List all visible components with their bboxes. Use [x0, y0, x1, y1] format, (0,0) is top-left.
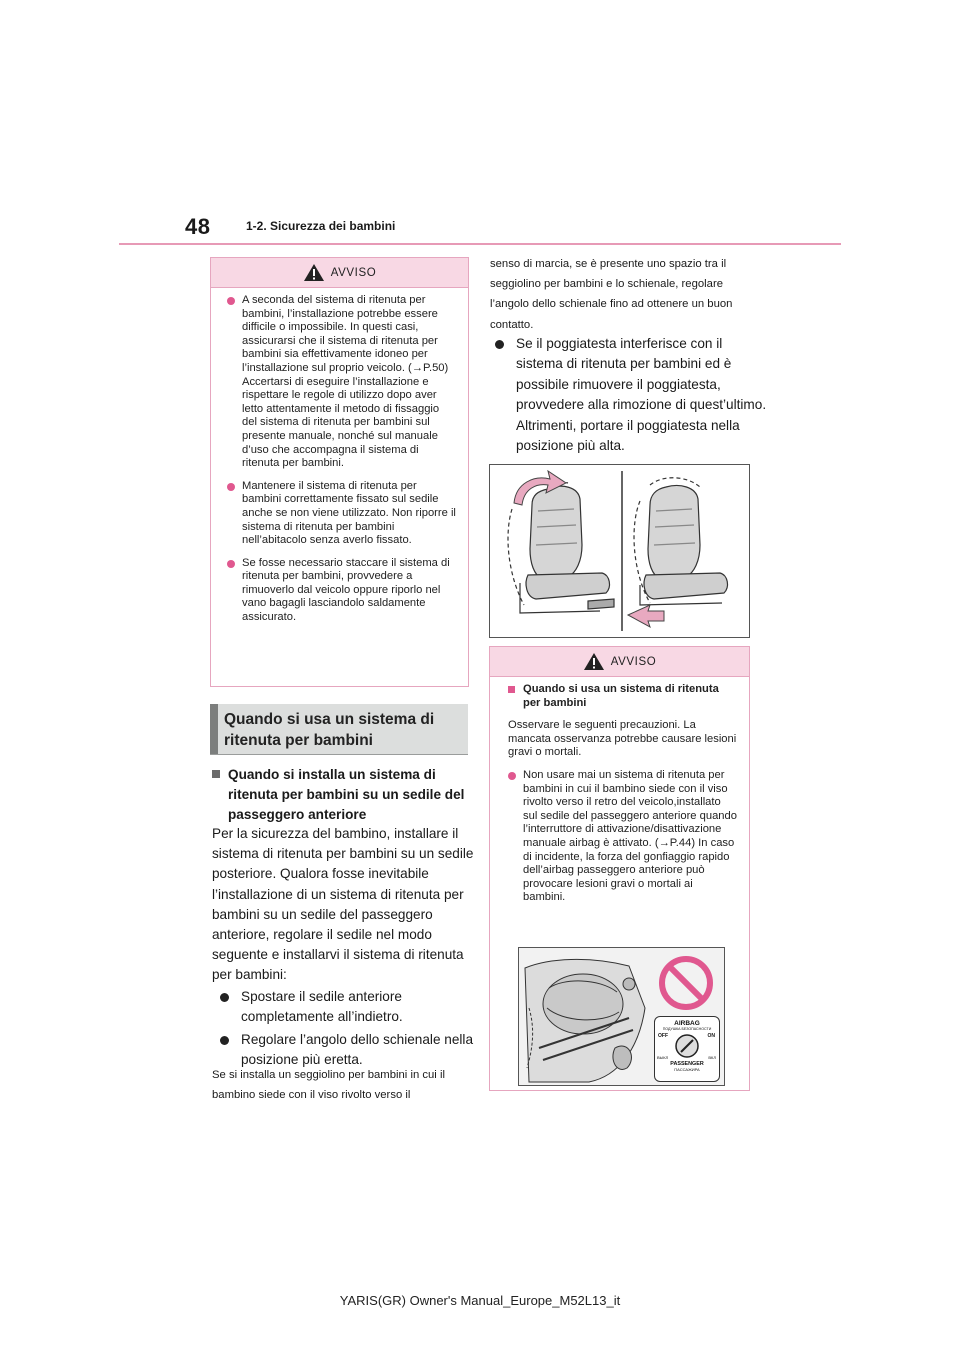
bullet-dot-icon [508, 772, 516, 780]
seat-left-icon [508, 481, 614, 613]
right-bullet: Se il poggiatesta interferisce con il sistema di ritenuta per bambini ed è possibile rimuovere il poggiatesta, provvedere alla rimozione di quest’ultimo. Altrimenti, portare il poggiatesta nella posizione più alta. [495, 334, 768, 456]
warning-triangle-icon [583, 652, 605, 671]
section-heading-text: Quando si usa un sistema di ritenuta per bambini [224, 711, 435, 749]
airbag-off-label: OFF [658, 1033, 668, 1039]
seat-adjust-illustration [490, 465, 749, 637]
warning-box-1 [210, 257, 469, 687]
seat-illustration [489, 464, 750, 638]
passenger-label-ru: ПАССАЖИРА [674, 1067, 700, 1072]
straight-arrow-icon [628, 605, 664, 627]
warning-item: Se fosse necessario staccare il sistema di ritenuta per bambini, provvedere a rimuoverlo dal veicolo oppure riporlo nel vano bagagli lasciandolo saldamente assicurato. [227, 557, 456, 625]
bullet-dot-icon [220, 993, 229, 1002]
warning-header [211, 258, 468, 288]
airbag-off-ru-label: ВЫКЛ [657, 1055, 669, 1060]
warning-triangle-icon [303, 263, 325, 282]
passenger-label: PASSENGER [670, 1061, 704, 1067]
prohibition-icon [657, 954, 715, 1012]
body-bullet: Regolare l’angolo dello schienale nella posizione più eretta. [220, 1030, 491, 1070]
warning-header [490, 647, 749, 677]
subsection-heading: Quando si installa un sistema di ritenuta per bambini su un sedile del passeggero anteriore [212, 765, 488, 825]
warning-subheading: Quando si usa un sistema di ritenuta per bambini [508, 683, 737, 710]
square-bullet-icon [508, 686, 515, 693]
warning-item: Mantenere il sistema di ritenuta per bambini correttamente fissato sul sedile anche se non viene utilizzato. Non riporre il sistema di ritenuta per bambini nell’abitacolo senza averlo fissato. [227, 480, 456, 548]
airbag-label: AIRBAG [674, 1020, 700, 1027]
airbag-label-ru: ПОДУШКА БЕЗОПАСНОСТИ [662, 1027, 712, 1031]
body-bullet: Spostare il sedile anteriore completamente all’indietro. [220, 987, 491, 1027]
warning-label: AVVISO [330, 266, 377, 279]
airbag-switch-panel [654, 1016, 720, 1082]
bullet-dot-icon [227, 560, 235, 568]
warning-box-2 [489, 646, 750, 1091]
warning-body [211, 288, 468, 625]
section-heading [210, 704, 468, 755]
section-title: 1-2. Sicurezza dei bambini [246, 219, 396, 233]
airbag-key-switch-icon [674, 1033, 700, 1059]
warning-item: Non usare mai un sistema di ritenuta per bambini in cui il bambino siede con il viso rivolto verso il retro del veicolo,installato sul sedile del passeggero anteriore quando l’interruttore di attivazione/disattivazione manuale airbag è attivato. (→P.44) In caso di incidente, la forza del gonfiaggio rapido dell’airbag passeggero anteriore può provocare lesioni gravi o mortali ai bambini. [508, 769, 737, 905]
bullet-dot-icon [220, 1036, 229, 1045]
page-number: 48 [185, 214, 211, 239]
small-note-right: senso di marcia, se è presente uno spazio tra il seggiolino per bambini e lo schienale, regolare l’angolo dello schienale fino ad ottenere un buon contatto. [490, 258, 733, 331]
small-note-left: Se si installa un seggiolino per bambini in cui il bambino siede con il viso rivolto verso il [212, 1069, 445, 1101]
warning-intro: Osservare le seguenti precauzioni. La mancata osservanza potrebbe causare lesioni gravi o mortali. [508, 719, 737, 759]
bullet-dot-icon [495, 340, 504, 349]
body-paragraph: Per la sicurezza del bambino, installare il sistema di ritenuta per bambini su un sedile posteriore. Qualora fosse inevitabile l’installazione di un sistema di ritenuta per bambini su un sedile del passeggero anteriore, regolare il sedile nel modo seguente e installarvi il sistema di ritenuta per bambini: [212, 826, 474, 983]
square-bullet-icon [212, 770, 220, 778]
warning-body [490, 677, 749, 905]
warning-label: AVVISO [610, 655, 657, 668]
bullet-dot-icon [227, 297, 235, 305]
warning-item: A seconda del sistema di ritenuta per bambini, l’installazione potrebbe essere difficile o impossibile. In questi casi, assicurarsi che il sistema di ritenuta per bambini sia effettivamente idoneo per l’installazione sul proprio veicolo. (→P.50) Accertarsi di eseguire l’installazione e rispettare le regole di utilizzo dopo aver letto attentamente il metodo di fissaggio del sistema di ritenuta per bambini sul presente manuale, nonché sul manuale d’uso che accompagna il sistema di ritenuta per bambini. [227, 294, 456, 471]
header-rule [119, 243, 841, 245]
footer: YARIS(GR) Owner's Manual_Europe_M52L13_it [339, 1293, 621, 1308]
airbag-illustration [518, 947, 725, 1086]
airbag-on-ru-label: ВКЛ [708, 1055, 716, 1060]
bullet-dot-icon [227, 483, 235, 491]
airbag-on-label: ON [707, 1033, 715, 1039]
heading-bar [210, 704, 218, 754]
seat-right-icon [634, 478, 727, 605]
